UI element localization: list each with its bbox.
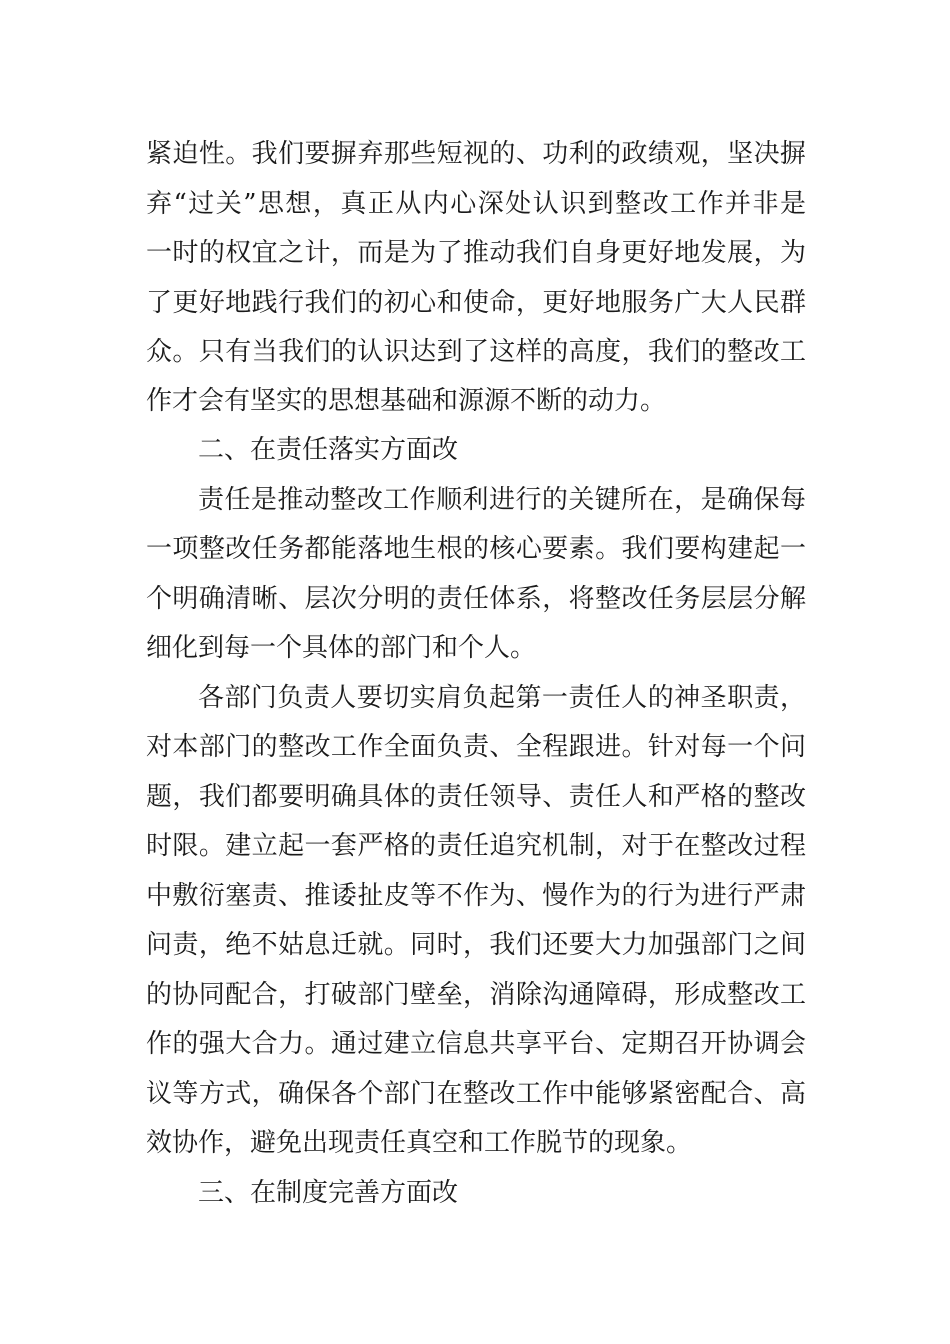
body-text-line: 众。只有当我们的认识达到了这样的高度，我们的整改工 [146, 337, 806, 367]
body-text-line: 了更好地践行我们的初心和使命，更好地服务广大人民群 [146, 288, 806, 318]
section-heading: 三、在制度完善方面改 [198, 1178, 459, 1208]
body-text-line: 的协同配合，打破部门壁垒，消除沟通障碍，形成整改工 [146, 980, 806, 1010]
body-text-line: 紧迫性。我们要摒弃那些短视的、功利的政绩观，坚决摒 [146, 139, 806, 169]
body-text-line: 各部门负责人要切实肩负起第一责任人的神圣职责， [198, 683, 806, 713]
body-text-line: 作的强大合力。通过建立信息共享平台、定期召开协调会 [146, 1029, 806, 1059]
body-text-line: 议等方式，确保各个部门在整改工作中能够紧密配合、高 [146, 1079, 806, 1109]
body-text-line: 问责，绝不姑息迁就。同时，我们还要大力加强部门之间 [146, 930, 806, 960]
body-text-line: 弃“过关”思想，真正从内心深处认识到整改工作并非是 [146, 189, 806, 219]
body-text-line: 题，我们都要明确具体的责任领导、责任人和严格的整改 [146, 782, 806, 812]
body-text-line: 个明确清晰、层次分明的责任体系，将整改任务层层分解 [146, 584, 806, 614]
body-text-line: 对本部门的整改工作全面负责、全程跟进。针对每一个问 [146, 732, 806, 762]
body-text-line: 中敷衍塞责、推诿扯皮等不作为、慢作为的行为进行严肃 [146, 881, 806, 911]
body-text-line: 细化到每一个具体的部门和个人。 [146, 633, 537, 663]
body-text-line: 责任是推动整改工作顺利进行的关键所在，是确保每 [198, 485, 806, 515]
body-text-line: 一时的权宜之计，而是为了推动我们自身更好地发展，为 [146, 238, 806, 268]
body-text-line: 效协作，避免出现责任真空和工作脱节的现象。 [146, 1128, 693, 1158]
body-text-line: 作才会有坚实的思想基础和源源不断的动力。 [146, 386, 667, 416]
body-text-line: 一项整改任务都能落地生根的核心要素。我们要构建起一 [146, 534, 806, 564]
body-text-line: 时限。建立起一套严格的责任追究机制，对于在整改过程 [146, 831, 806, 861]
section-heading: 二、在责任落实方面改 [198, 435, 459, 465]
